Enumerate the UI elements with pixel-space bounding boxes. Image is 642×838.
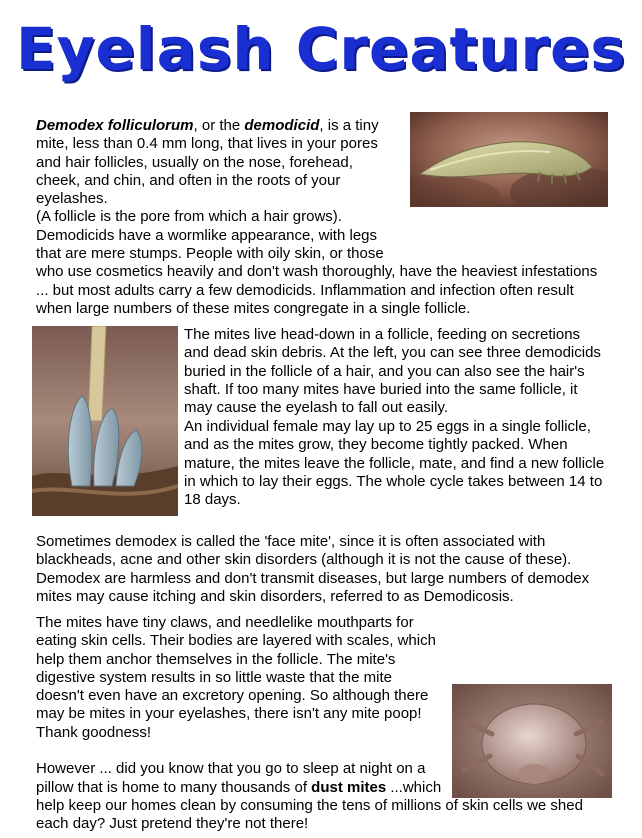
- eyelash-follicle-photo: [32, 326, 178, 516]
- species-name: Demodex folliculorum: [36, 117, 194, 134]
- intro-text: , or the: [193, 117, 245, 134]
- claws-text: The mites have tiny claws, and needlelike mouthparts for eating skin cells. Their bodies are layered with scales, which help them anchor themselves in the follicle. The mite's digestive system results in so little waste that the mite doesn't even have an excretory opening. So although there may be mites in your eyelashes, there isn't any mite poop! Thank goodness!: [36, 614, 436, 741]
- follicle-definition: (A follicle is the pore from which a hair grows).: [36, 208, 342, 226]
- paragraph-life-cycle: An individual female may lay up to 25 eggs in a single follicle, and as the mites grow, they become tightly packed. When mature, the mites leave the follicle, mate, and find a new follicle in which to lay their eggs. The whole cycle takes between 14 to 18 days.: [184, 418, 605, 509]
- common-name: demodicid: [244, 117, 320, 134]
- dust-mite-post: ...which help keep our homes clean by consuming the tens of millions of skin cells we shed each day? Just pretend they're not there!: [36, 778, 583, 833]
- paragraph-demodex-intro: [36, 117, 608, 318]
- page-title: Eyelash Creatures: [16, 15, 626, 83]
- intro-rest-2: Demodicids have a wormlike appearance, with legs that are mere stumps. People with oily skin, or those who use cosmetics heavily and don't wash thoroughly, have the heaviest infestations ... but most adults carry a few demodicids. Inflammation and infection often result when large numbers of these mites congregate in a single follicle.: [36, 226, 598, 317]
- photo-wrap-spacer-2: [448, 682, 608, 796]
- photo-wrap-spacer: [408, 112, 608, 260]
- dust-mites-bold: dust mites: [311, 778, 387, 796]
- paragraph-face-mite: Sometimes demodex is called the 'face mite', since it is often associated with blackheads, acne and other skin disorders (although it is not the cause of these). Demodex are harmless and don't transmit diseases, but large numbers of demodex mites may cause itching and skin disorders, referred to as Demodicosis.: [36, 533, 590, 605]
- paragraph-claws-and-dust-mites: [36, 614, 608, 834]
- dust-mite-pre: However ... did you know that you go to sleep at night on a pillow that is home to many thousands of: [36, 760, 426, 796]
- paragraph-follicle-feeding: The mites live head-down in a follicle, feeding on secretions and dead skin debris. At the left, you can see three demodicids buried in the follicle of a hair, and you can also see the hair's shaft. If too many mites have buried into the same follicle, it may cause the eyelash to fall out easily.: [184, 326, 601, 417]
- intro-rest: , is a tiny mite, less than 0.4 mm long, that lives in your pores and hair follicles, usually on the nose, forehead, cheek, and chin, and often in the roots of your eyelashes.: [36, 117, 379, 208]
